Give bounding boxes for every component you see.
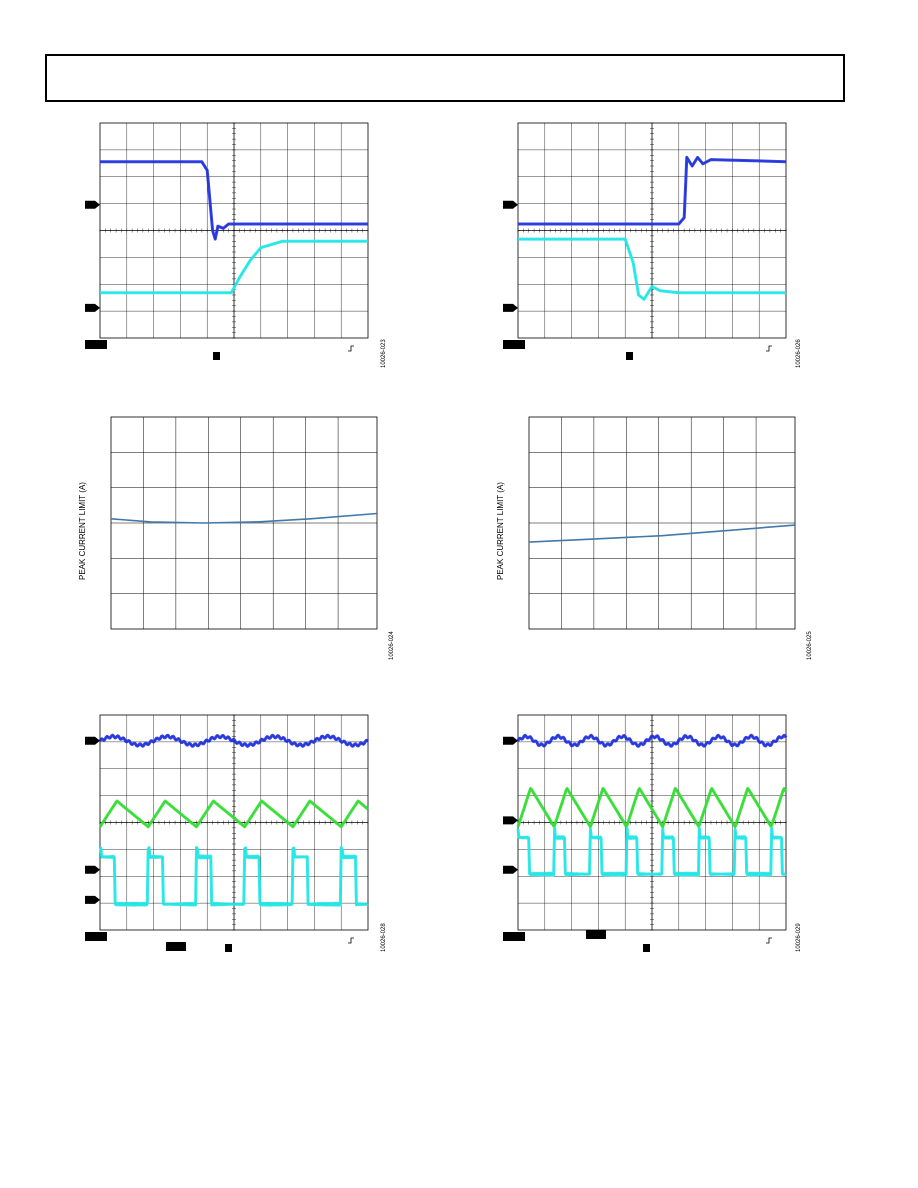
ground-marker [503,816,518,824]
ground-marker [503,304,518,312]
scope-plot-2 [503,120,803,370]
series-line-0 [111,514,377,524]
status-block [166,942,186,951]
status-block [586,930,606,939]
status-block [626,352,633,360]
figure-code: 10026-024 [389,631,395,660]
current-limit-plot-1 [111,417,381,632]
current-limit-plot-2 [529,417,799,632]
scope-plot-5 [85,712,385,962]
header-box [45,54,845,102]
ground-marker [85,866,100,874]
y-axis-label: PEAK CURRENT LIMIT (A) [78,482,87,580]
series-line-0 [529,525,795,542]
scope-figure-6 [503,712,803,962]
scope-figure-1 [85,120,385,370]
ground-marker [503,201,518,209]
ground-marker [85,304,100,312]
ground-marker [85,201,100,209]
trigger-icon [348,346,354,351]
figure-code: 10026-029 [796,923,802,952]
scope-plot-6 [503,712,803,962]
trigger-icon [766,346,772,351]
status-block [85,340,107,349]
figure-code: 10026-025 [807,631,813,660]
status-block [503,340,525,349]
trigger-icon [766,938,772,943]
ground-marker [503,737,518,745]
scope-figure-2 [503,120,803,370]
scope-figure-5 [85,712,385,962]
figure-code: 10026-026 [796,339,802,368]
ground-marker [503,866,518,874]
ground-marker [85,896,100,904]
y-axis-label: PEAK CURRENT LIMIT (A) [496,482,505,580]
status-block [213,352,220,360]
trigger-icon [348,938,354,943]
figure-code: 10026-028 [381,923,387,952]
scope-plot-1 [85,120,385,370]
status-block [225,944,232,952]
status-block [85,932,107,941]
status-block [643,944,650,952]
figure-code: 10026-023 [381,339,387,368]
ground-marker [85,737,100,745]
current-limit-chart-2 [529,417,799,632]
current-limit-chart-1 [111,417,381,632]
status-block [503,932,525,941]
